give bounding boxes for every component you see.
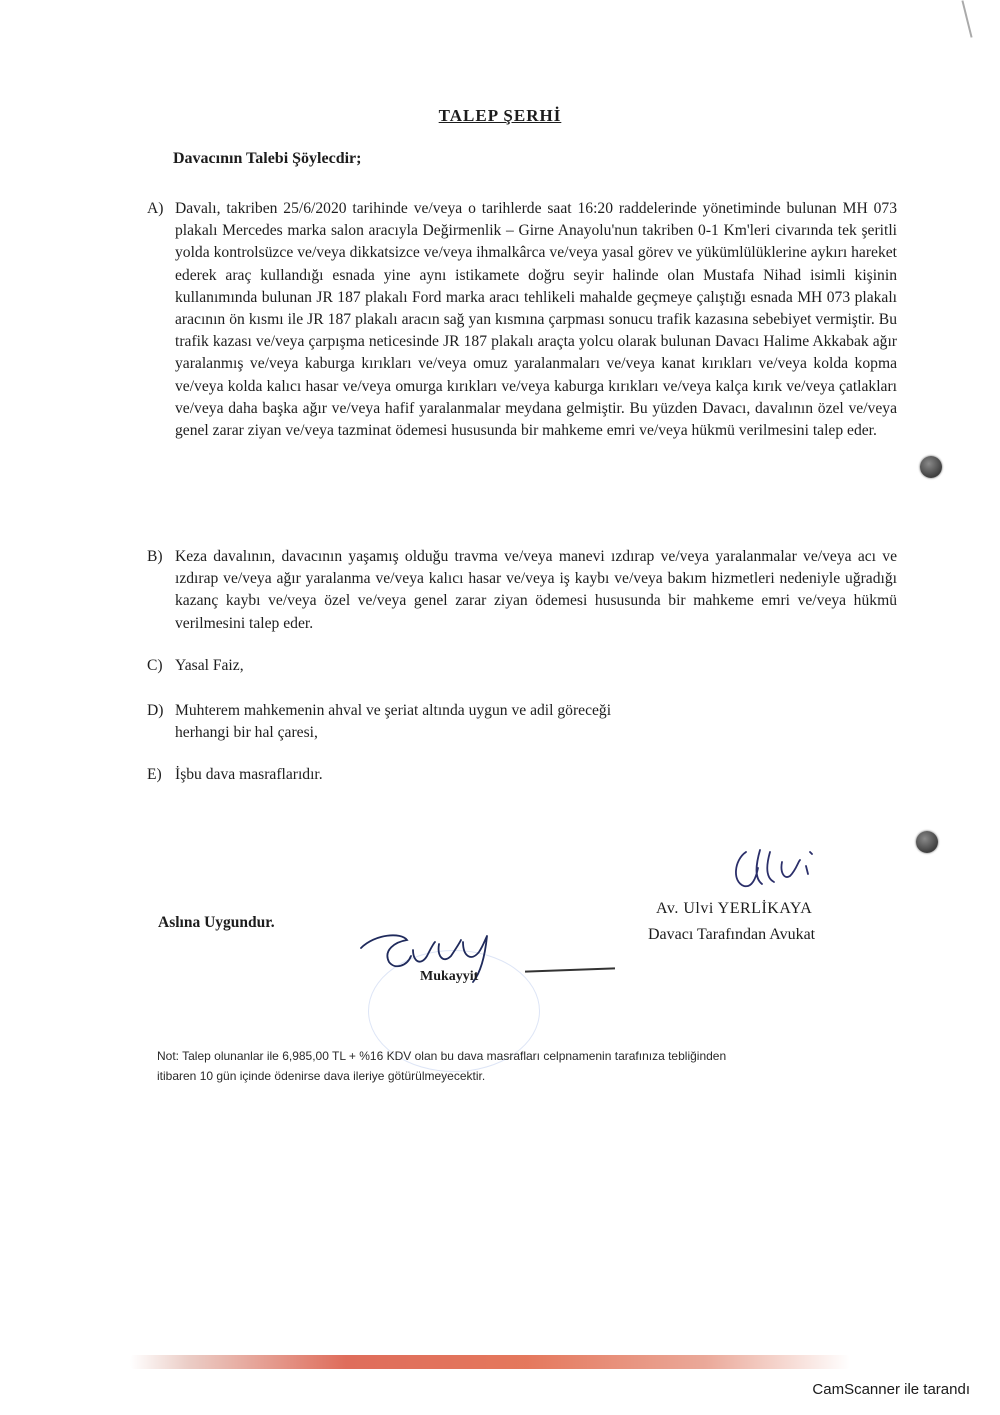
fee-note-line: Not: Talep olunanlar ile 6,985,00 TL + %16 KDV olan bu dava masrafları celpnamenin tarafınıza tebliğinden [157,1049,727,1063]
document-subtitle: Davacının Talebi Şöylecdir; [173,150,362,167]
punch-hole-icon [920,456,942,478]
claim-item-a [147,198,897,442]
document-title: TALEP ŞERHİ [438,106,562,125]
claim-letter: A) [147,200,164,217]
claim-letter: D) [147,702,164,719]
claim-item-d [147,700,647,744]
verified-label: Mukayyit [420,969,479,984]
claim-item-b [147,546,897,635]
claim-item-e [147,764,897,786]
attorney-signature [726,842,836,894]
bottom-color-strip [130,1355,850,1369]
scanner-watermark: CamScanner ile tarandı [812,1381,970,1398]
claim-letter: C) [147,657,163,674]
claim-letter: E) [147,766,162,783]
fee-note-line: itibaren 10 gün içinde ödenirse dava ileriye götürülmeyecektir. [157,1069,486,1083]
punch-hole-icon [916,831,938,853]
claim-letter: B) [147,548,163,565]
verify-line [525,967,615,972]
claim-text: Davalı, takriben 25/6/2020 tarihinde ve/veya o tarihlerde saat 16:20 raddelerinde yönetiminde bulunan MH 073 plakalı Mercedes marka salon aracıyla Değirmenlik – Girne Anayolu'nun takriben 0-1 Km'leri civarında tek şeritli yolda kontrolsüzce ve/veya dikkatsizce ve/veya ihmalkârca ve/veya yasal görev ve yükümlülüklerine aykırı hareket ederek araç kullandığı esnada yine aynı istikamete doğru seyir halinde olan Mustafa Nihad isimli kişinin kullanımında bulunan JR 187 plakalı Ford marka aracı tehlikeli mahalde geçmeye çalıştığı esnada MH 073 plakalı aracının ön kısmı ile JR 187 plakalı aracın sağ yan kısmına çarpması sonucu trafik kazasına sebebiyet vermiştir. Bu trafik kazası ve/veya çarpışma neticesinde JR 187 plakalı araçta yolcu olarak bulunan Davacı Halime Akkabak ağır yaralanmış ve/veya kaburga kırıkları ve/veya omuz yaralanmaları ve/veya kanat kırıkları ve/veya kolda kopma ve/veya kolda kalıcı hasar ve/veya omurga kırıkları ve/veya kaburga kırıkları ve/veya kalça kırık ve/veya çatlakları ve/veya daha başka ağır ve/veya hafif yaralanmalar meydana gelmiştir. Bu yüzden Davacı, davalının özel ve/veya genel zarar ziyan ve/veya tazminat ödemesi hususunda bir mahkeme emri ve/veya hükmü verilmesini talep eder. [175,200,897,440]
fee-note [157,1046,867,1086]
attorney-name: Av. Ulvi YERLİKAYA [656,900,813,917]
claim-text: İşbu dava masraflarıdır. [175,766,323,783]
claim-item-c [147,655,897,677]
attorney-role: Davacı Tarafından Avukat [648,926,816,943]
certified-label: Aslına Uygundur. [158,914,275,931]
scan-edge-mark [961,0,972,37]
claim-text: Muhterem mahkemenin ahval ve şeriat altında uygun ve adil göreceği herhangi bir hal çaresi, [175,702,612,742]
claim-text: Keza davalının, davacının yaşamış olduğu travma ve/veya manevi ızdırap ve/veya yaralanmalar ve/veya acı ve ızdırap ve/veya ağır yaralanma ve/veya kalıcı hasar ve/veya iş kaybı ve/veya bakım hizmetleri nedeniyle uğradığı kazanç kaybı ve/veya özel ve/veya genel zarar ziyan ödemesi hususunda bir mahkeme emri ve/veya hükmü verilmesini talep eder. [175,548,897,632]
claim-text: Yasal Faiz, [175,657,244,674]
